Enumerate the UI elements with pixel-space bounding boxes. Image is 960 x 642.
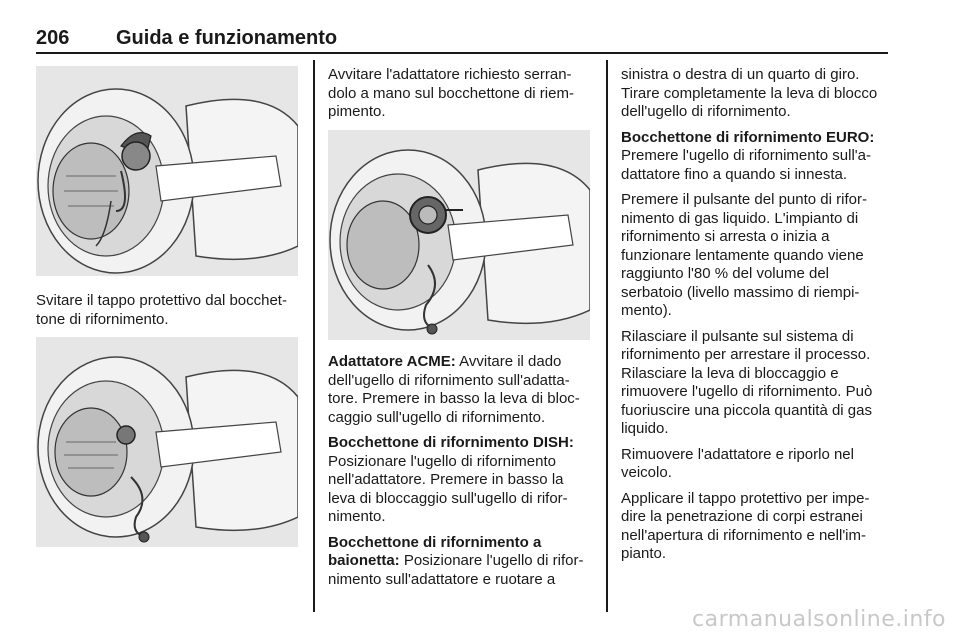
paragraph-bayonet: [328, 534, 594, 590]
paragraph-apply-cap: Applicare il tappo protettivo per impe-dire la penetrazione di corpi estranei nell'apertura di rifornimento e nell'im-pianto.: [621, 489, 870, 562]
paragraph-adapter-intro: Avvitare l'adattatore richiesto serran-dolo a mano sul bocchettone di riem-pimento.: [328, 66, 574, 120]
column-2: [328, 66, 594, 129]
bayonet-label: Bocchettone di rifornimento a baionetta:: [328, 533, 542, 569]
column-3: [621, 66, 891, 571]
column-1: [36, 292, 302, 336]
page-number: 206: [36, 27, 70, 49]
paragraph-dish: [328, 434, 594, 527]
column-divider-1: [313, 60, 315, 612]
page-header: [36, 26, 888, 52]
paragraph-acme: [328, 353, 594, 427]
header-rule: [36, 52, 888, 54]
dish-label: Bocchettone di rifornimento DISH:: [328, 434, 574, 451]
paragraph-release-button: Rilasciare il pulsante sul sistema di rifornimento per arrestare il processo. Rilasciare la leva di bloccaggio e rimuovere l'ugello di rifornimento. Può fuoriuscire una piccola quantità di gas liquido.: [621, 327, 873, 437]
euro-text: Premere l'ugello di rifornimento sull'a-dattatore fino a quando si innesta.: [621, 147, 871, 183]
chapter-title: Guida e funzionamento: [116, 27, 338, 49]
dish-text: Posizionare l'ugello di rifornimento nell'adattatore. Premere in basso la leva di bloccaggio sull'ugello di rifor-nimento.: [328, 452, 568, 525]
figure-adapter: [328, 130, 590, 340]
fuel-door-illustration-1: [36, 66, 298, 276]
watermark: carmanualsonline.info: [692, 607, 946, 632]
bayonet-text: Posizionare l'ugello di rifor-nimento sull'adattatore e ruotare a: [328, 552, 584, 588]
paragraph-euro: [621, 129, 891, 185]
acme-label: Adattatore ACME:: [328, 353, 456, 370]
figure-remove-cap: [36, 66, 298, 276]
column-divider-2: [606, 60, 608, 612]
paragraph-press-button: Premere il pulsante del punto di rifor-nimento di gas liquido. L'impianto di rifornimento si arresta o inizia a funzionare lentamente quando viene raggiunto l'80 % del volume del serbatoio (livello massimo di riempi-mento).: [621, 191, 867, 319]
fuel-adapter-illustration: [328, 130, 590, 340]
caption-remove-cap: Svitare il tappo protettivo dal bocchet-tone di rifornimento.: [36, 292, 287, 328]
acme-text: Avvitare il dado dell'ugello di rifornimento sull'adatta-tore. Premere in basso la leva di bloc-caggio sull'ugello di rifornimento.: [328, 353, 580, 426]
fuel-door-illustration-2: [36, 337, 298, 547]
figure-fuel-door: [36, 337, 298, 547]
paragraph-quarter-turn: sinistra o destra di un quarto di giro. Tirare completamente la leva di blocco dell'ugello di rifornimento.: [621, 66, 878, 120]
column-2-lower: [328, 353, 594, 596]
euro-label: Bocchettone di rifornimento EURO:: [621, 128, 875, 146]
paragraph-remove-adapter: Rimuovere l'adattatore e riporlo nel veicolo.: [621, 445, 854, 481]
